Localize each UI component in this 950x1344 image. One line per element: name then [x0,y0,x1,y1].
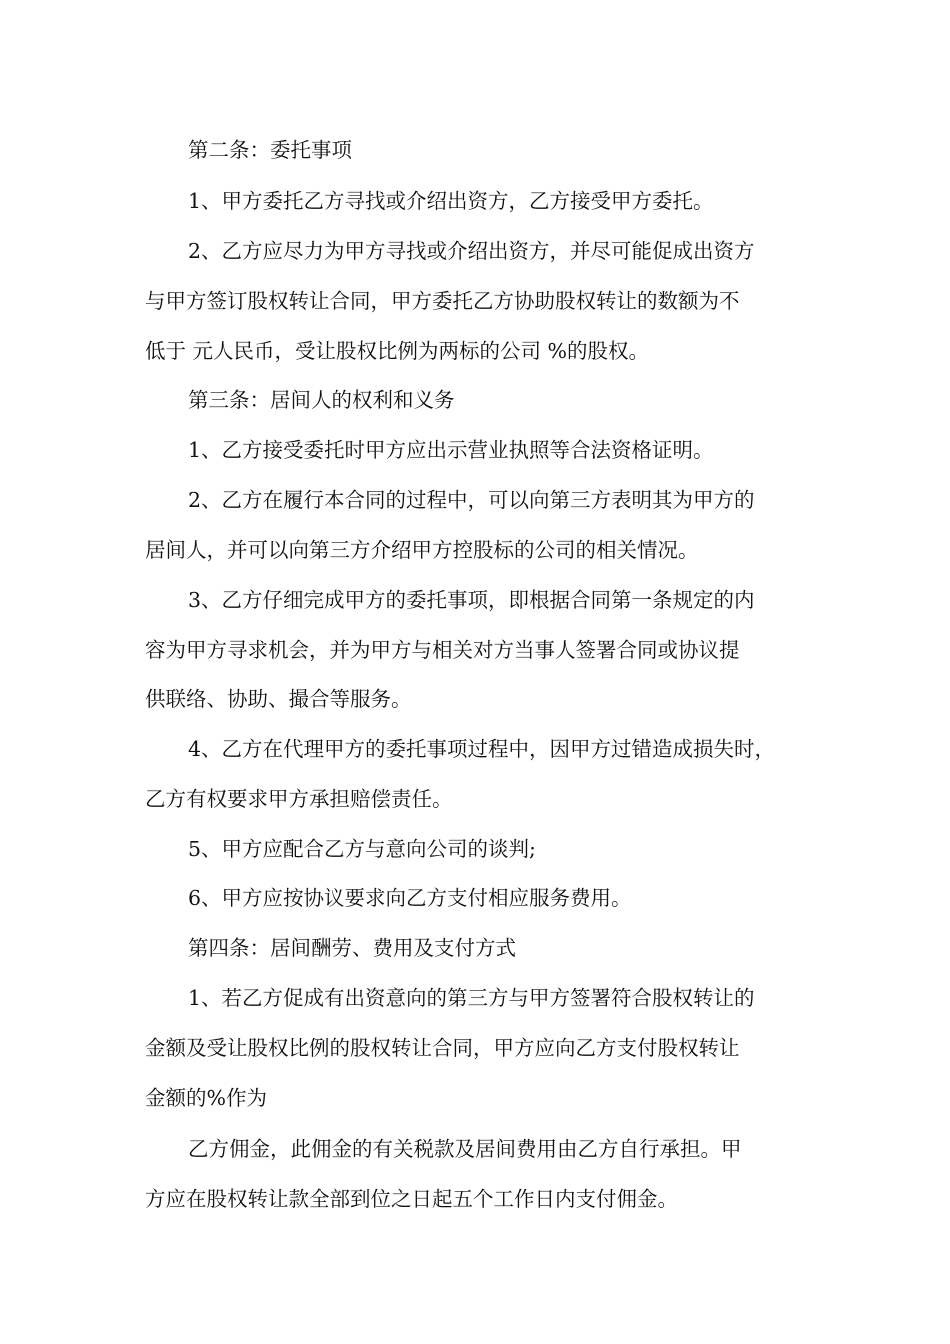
paragraph-line: 方应在股权转让款全部到位之日起五个工作日内支付佣金。 [145,1187,678,1211]
paragraph-line: 1、甲方委托乙方寻找或介绍出资方，乙方接受甲方委托。 [188,189,714,213]
paragraph-line: 4、乙方在代理甲方的委托事项过程中，因甲方过错造成损失时， [188,737,776,761]
paragraph-line: 1、若乙方促成有出资意向的第三方与甲方签署符合股权转让的 [188,986,755,1010]
paragraph-line: 乙方佣金，此佣金的有关税款及居间费用由乙方自行承担。甲 [188,1137,742,1161]
paragraph-line: 居间人，并可以向第三方介绍甲方控股标的公司的相关情况。 [145,538,699,562]
paragraph-line: 金额及受让股权比例的股权转让合同，甲方应向乙方支付股权转让 [145,1036,740,1060]
paragraph-line: 与甲方签订股权转让合同，甲方委托乙方协助股权转让的数额为不 [145,289,740,313]
article-3-heading: 第三条：居间人的权利和义务 [188,388,455,412]
article-2-heading: 第二条：委托事项 [188,138,352,162]
paragraph-line: 1、乙方接受委托时甲方应出示营业执照等合法资格证明。 [188,438,714,462]
article-4-heading: 第四条：居间酬劳、费用及支付方式 [188,936,516,960]
paragraph-line: 2、乙方在履行本合同的过程中，可以向第三方表明其为甲方的 [188,488,755,512]
paragraph-line: 5、甲方应配合乙方与意向公司的谈判; [188,837,536,861]
paragraph-line: 乙方有权要求甲方承担赔偿责任。 [145,787,453,811]
paragraph-line: 2、乙方应尽力为甲方寻找或介绍出资方，并尽可能促成出资方 [188,239,755,263]
paragraph-line: 3、乙方仔细完成甲方的委托事项，即根据合同第一条规定的内 [188,588,755,612]
paragraph-line: 供联络、协助、撮合等服务。 [145,687,412,711]
paragraph-line: 6、甲方应按协议要求向乙方支付相应服务费用。 [188,886,632,910]
paragraph-line: 金额的%作为 [145,1086,267,1110]
paragraph-line: 低于 元人民币，受让股权比例为两标的公司 %的股权。 [145,339,650,363]
paragraph-line: 容为甲方寻求机会，并为甲方与相关对方当事人签署合同或协议提 [145,638,740,662]
